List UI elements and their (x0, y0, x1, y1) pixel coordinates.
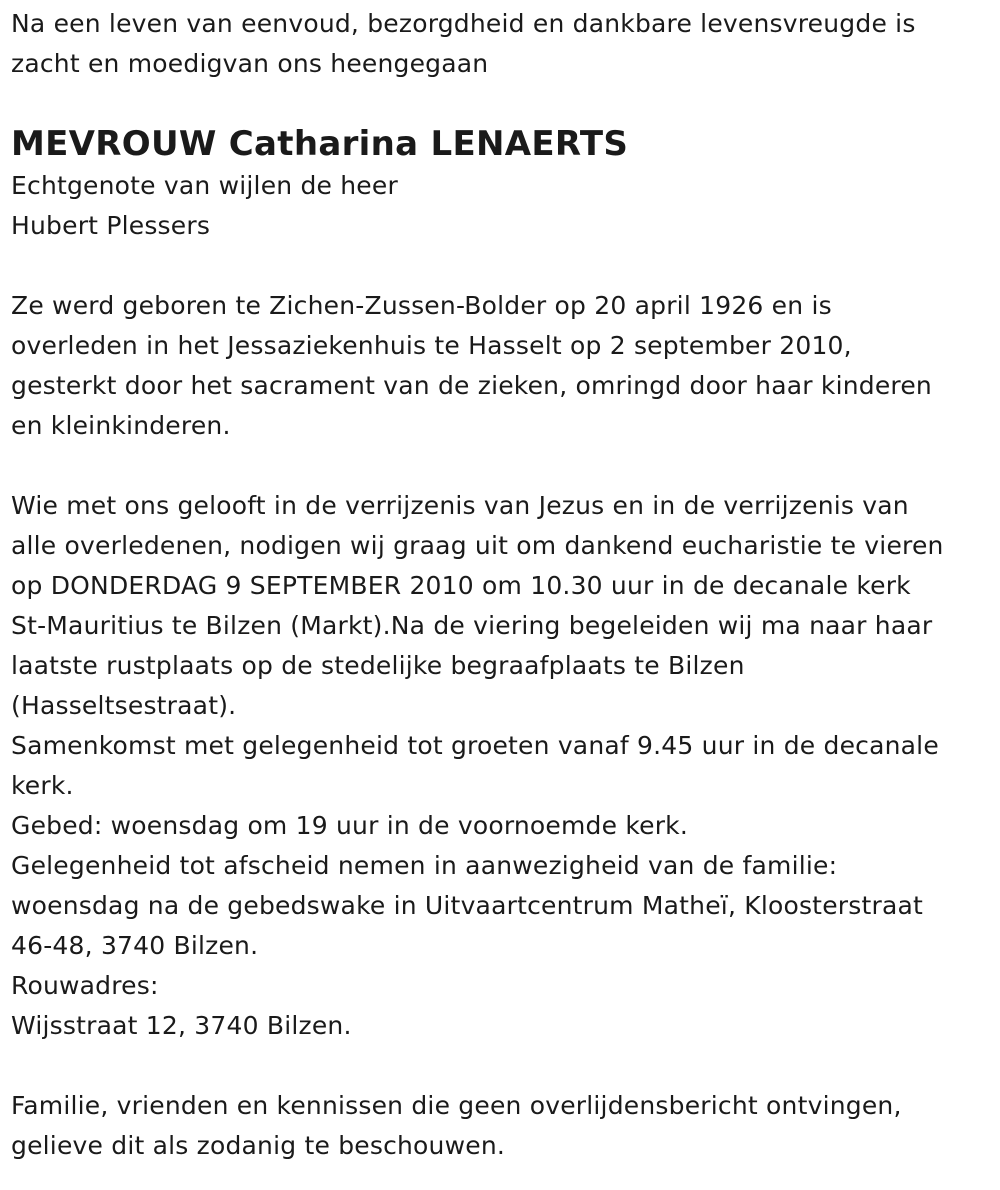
intro-line: zacht en moedigvan ons heengegaan (11, 49, 489, 78)
spouse-paragraph (11, 166, 996, 246)
deceased-name: MEVROUW Catharina LENAERTS (11, 124, 629, 164)
birth-death-paragraph (11, 286, 996, 446)
birth-death-line: gesterkt door het sacrament van de zieken, omringd door haar kinderen (11, 371, 932, 400)
paragraph-spacer (11, 1046, 996, 1086)
mourning-address-label: Rouwadres: (11, 971, 159, 1000)
obituary-document (11, 4, 996, 1166)
closing-line: gelieve dit als zodanig te beschouwen. (11, 1131, 506, 1160)
ceremony-paragraph (11, 486, 996, 1046)
prayer-line: Gebed: woensdag om 19 uur in de voornoemde kerk. (11, 811, 689, 840)
gathering-line: kerk. (11, 771, 74, 800)
ceremony-line: Wie met ons gelooft in de verrijzenis van Jezus en in de verrijzenis van (11, 491, 909, 520)
farewell-line: 46-48, 3740 Bilzen. (11, 931, 259, 960)
ceremony-line: (Hasseltsestraat). (11, 691, 237, 720)
paragraph-spacer (11, 246, 996, 286)
spouse-line: Hubert Plessers (11, 211, 211, 240)
mourning-address: Wijsstraat 12, 3740 Bilzen. (11, 1011, 352, 1040)
ceremony-line: op DONDERDAG 9 SEPTEMBER 2010 om 10.30 uur in de decanale kerk (11, 571, 911, 600)
closing-paragraph (11, 1086, 996, 1166)
ceremony-line: laatste rustplaats op de stedelijke begraafplaats te Bilzen (11, 651, 745, 680)
farewell-line: Gelegenheid tot afscheid nemen in aanwezigheid van de familie: (11, 851, 838, 880)
gathering-line: Samenkomst met gelegenheid tot groeten vanaf 9.45 uur in de decanale (11, 731, 939, 760)
spouse-line: Echtgenote van wijlen de heer (11, 171, 398, 200)
birth-death-line: overleden in het Jessaziekenhuis te Hasselt op 2 september 2010, (11, 331, 852, 360)
ceremony-line: St-Mauritius te Bilzen (Markt).Na de viering begeleiden wij ma naar haar (11, 611, 933, 640)
intro-paragraph (11, 4, 996, 84)
birth-death-line: Ze werd geboren te Zichen-Zussen-Bolder op 20 april 1926 en is (11, 291, 832, 320)
paragraph-spacer (11, 446, 996, 486)
birth-death-line: en kleinkinderen. (11, 411, 231, 440)
ceremony-line: alle overledenen, nodigen wij graag uit om dankend eucharistie te vieren (11, 531, 944, 560)
closing-line: Familie, vrienden en kennissen die geen overlijdensbericht ontvingen, (11, 1091, 902, 1120)
intro-line: Na een leven van eenvoud, bezorgdheid en dankbare levensvreugde is (11, 9, 916, 38)
farewell-line: woensdag na de gebedswake in Uitvaartcentrum Matheï, Kloosterstraat (11, 891, 923, 920)
